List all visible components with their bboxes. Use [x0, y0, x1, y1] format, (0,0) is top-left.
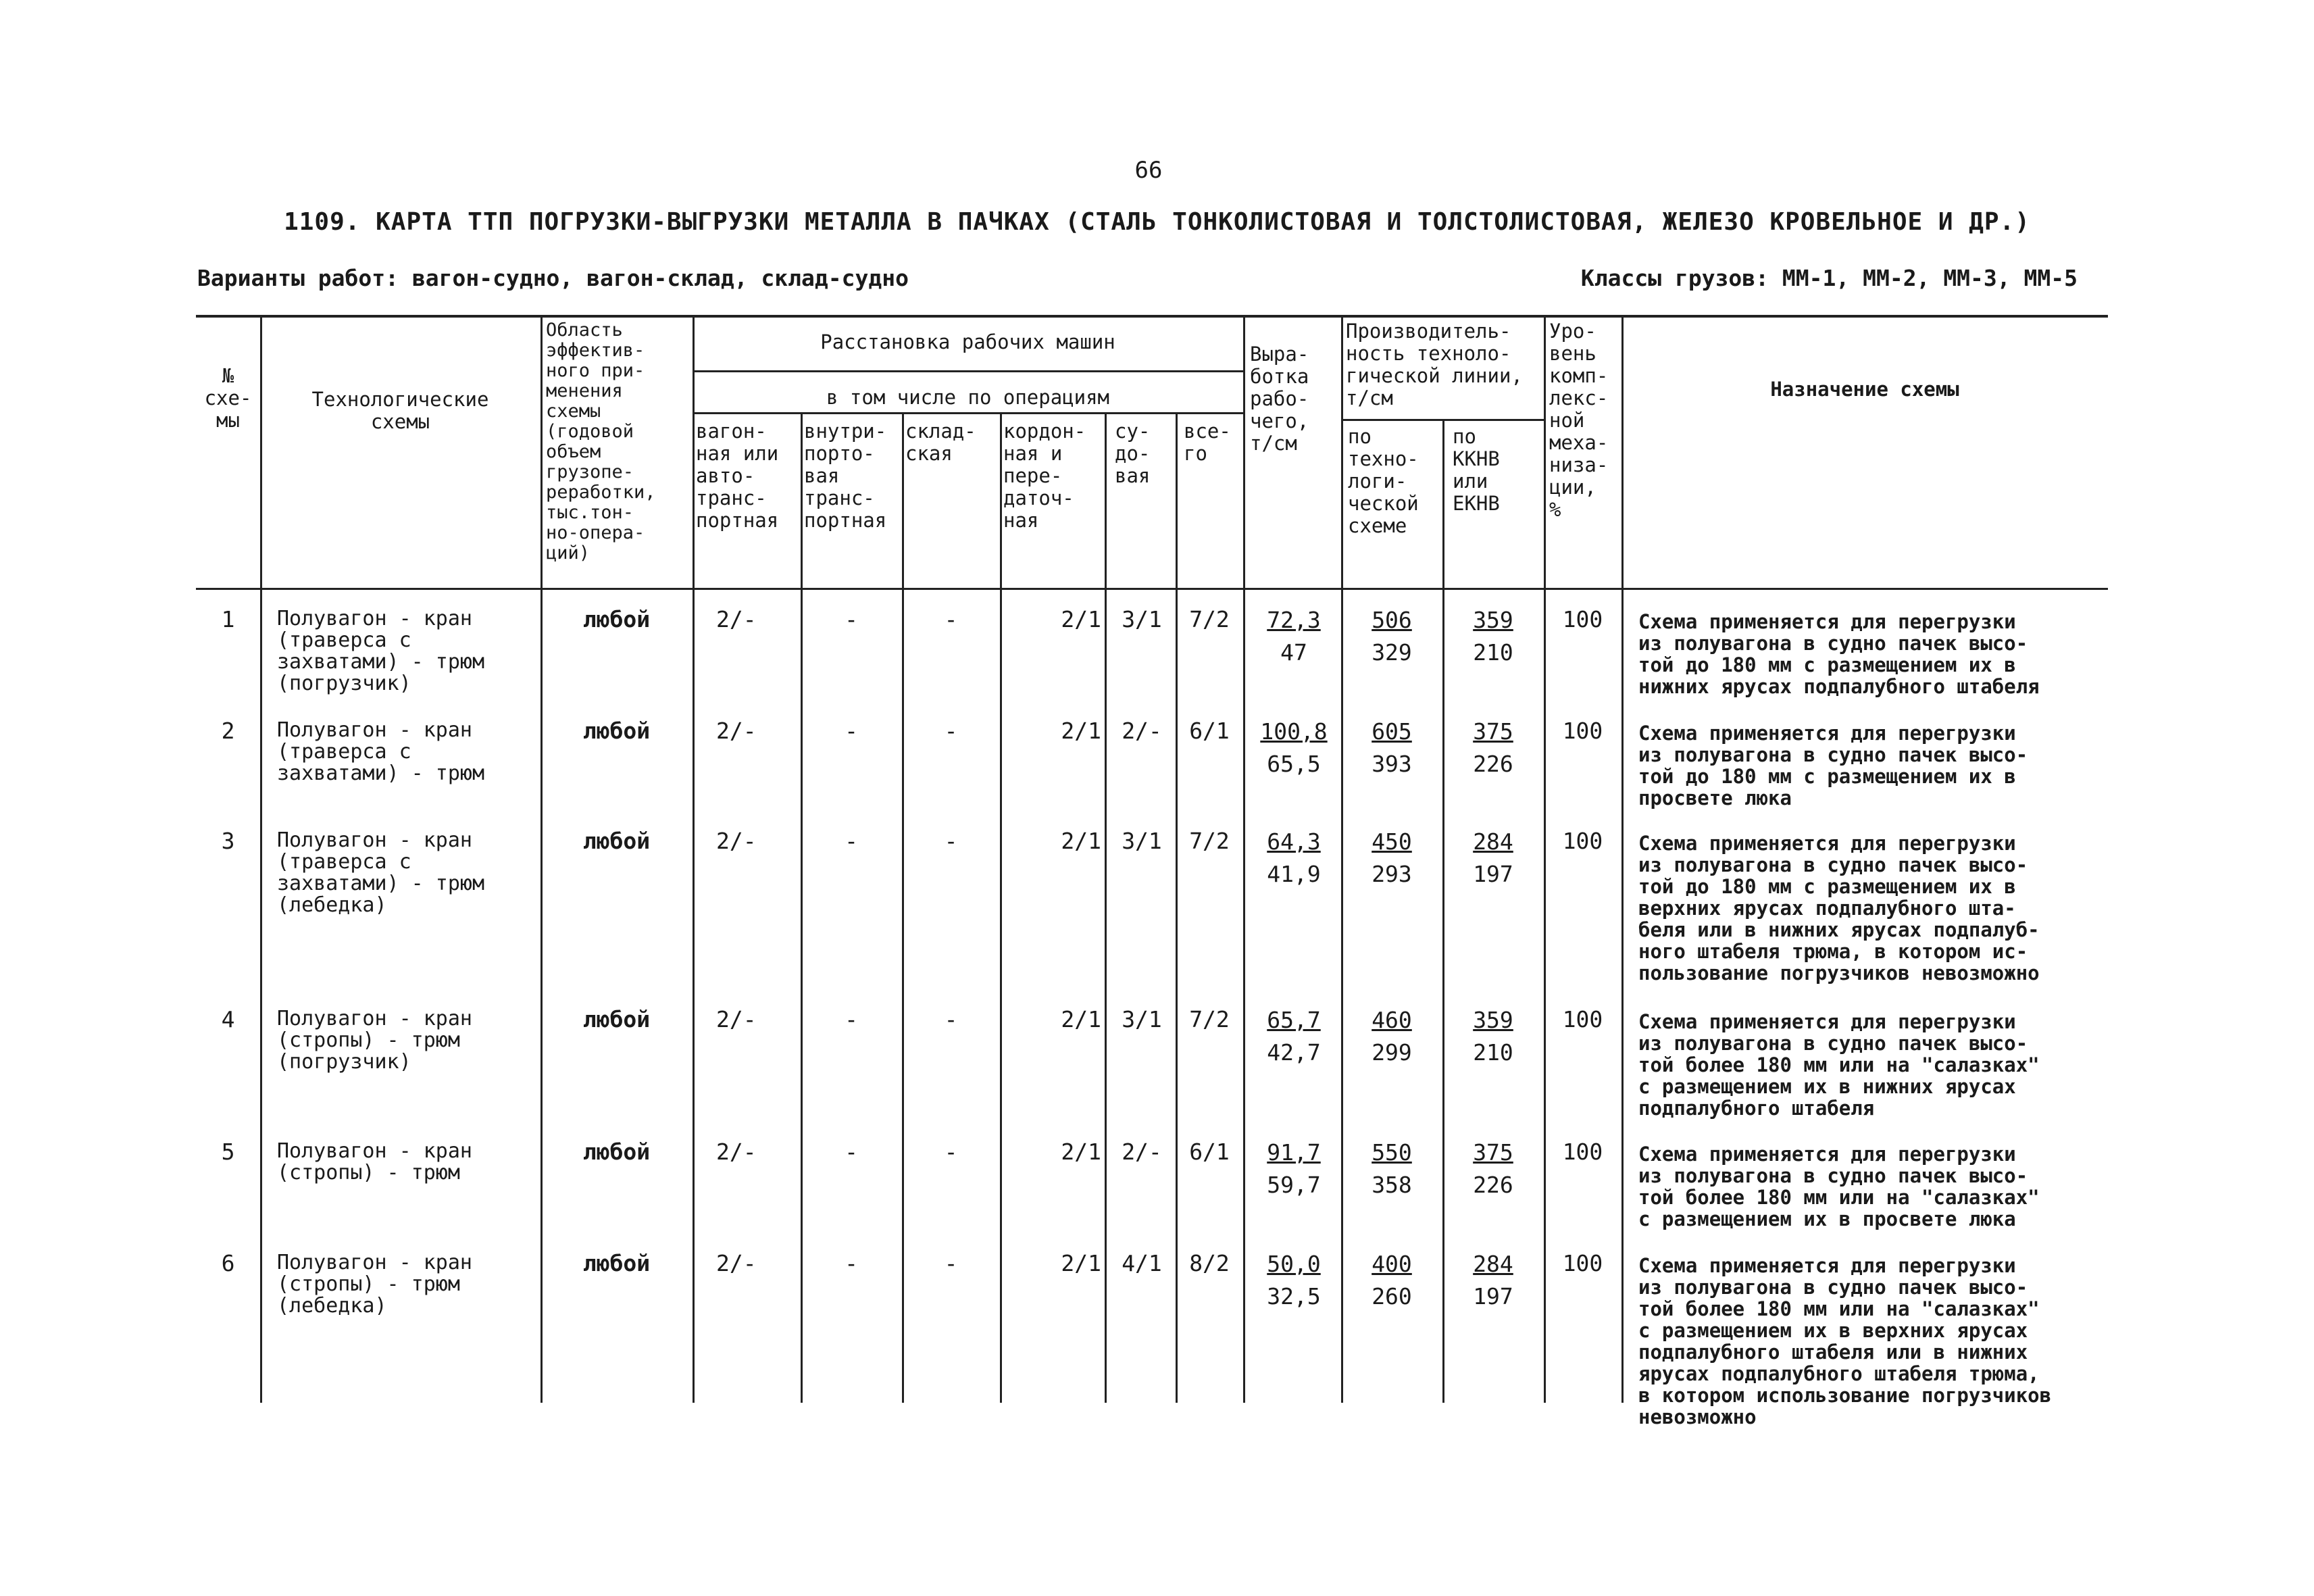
warehouse-operation-value: - — [944, 718, 958, 744]
scheme-productivity-denominator: 299 — [1372, 1039, 1412, 1066]
worker-output-fraction — [1257, 1248, 1331, 1313]
total-value: 6/1 — [1189, 1139, 1230, 1165]
application-area: любой — [582, 1006, 651, 1032]
worker-output-fraction — [1257, 1004, 1331, 1069]
scheme-number: 3 — [221, 828, 235, 854]
mechanization-level-value: 100 — [1562, 1139, 1603, 1165]
internal-operation-value: - — [845, 718, 858, 744]
header-line-productivity: Производитель- ность техноло- гической линии, т/см — [1346, 320, 1523, 409]
scheme-purpose-text: Схема применяется для перегрузки из полувагона в судно пачек высо- той более 180 мм или на "салазках" с размещением их в верхних ярусах подпалубного штабеля или в нижних ярусах подпалубного штабеля трюма, в котором использование погрузчиков невозможно — [1638, 1254, 2052, 1428]
operations-rule — [693, 412, 1243, 414]
ship-operation-value: 2/- — [1122, 718, 1162, 744]
cordon-operation-value: 2/1 — [1061, 718, 1101, 744]
header-productivity-by-scheme: по техно- логи- ческой схеме — [1348, 425, 1419, 537]
worker-output-denominator: 65,5 — [1267, 751, 1321, 777]
col-rule — [540, 315, 543, 1403]
header-internal-operation: внутри- порто- вая транс- портная — [804, 420, 887, 532]
cargo-classes: Классы грузов: ММ-1, ММ-2, ММ-3, ММ-5 — [1580, 265, 2078, 291]
warehouse-operation-value: - — [944, 828, 958, 854]
scheme-productivity-fraction — [1355, 826, 1429, 891]
internal-operation-value: - — [845, 1250, 858, 1276]
kknv-productivity-numerator: 284 — [1473, 828, 1513, 855]
kknv-productivity-fraction — [1456, 1004, 1530, 1069]
page-number: 66 — [1134, 157, 1163, 184]
col-rule — [1341, 315, 1343, 1403]
mechanization-level-value: 100 — [1562, 718, 1603, 744]
placement-rule — [693, 370, 1243, 372]
col-rule — [1105, 412, 1107, 1403]
scheme-productivity-denominator: 260 — [1372, 1283, 1412, 1310]
scheme-purpose-text: Схема применяется для перегрузки из полувагона в судно пачек высо- той до 180 мм с размещением их в нижних ярусах подпалубного штабеля — [1638, 610, 2040, 698]
mechanization-level-value: 100 — [1562, 828, 1603, 854]
header-scheme-purpose: Назначение схемы — [1770, 378, 1959, 401]
technological-scheme: Полувагон - кран (траверса с захватами) - трюм (лебедка) — [277, 828, 485, 917]
total-value: 7/2 — [1189, 1006, 1230, 1032]
col-rule — [1243, 315, 1245, 1403]
technological-scheme: Полувагон - кран (стропы) - трюм — [277, 1139, 472, 1184]
mechanization-level-value: 100 — [1562, 1250, 1603, 1276]
scheme-productivity-fraction — [1355, 1137, 1429, 1201]
kknv-productivity-denominator: 226 — [1473, 1172, 1513, 1198]
technological-scheme: Полувагон - кран (траверса с захватами) - трюм — [277, 718, 485, 785]
application-area: любой — [582, 718, 651, 744]
col-rule — [260, 315, 262, 1403]
worker-output-fraction — [1257, 826, 1331, 891]
scheme-productivity-fraction — [1355, 604, 1429, 669]
document-title: 1109. КАРТА ТТП ПОГРУЗКИ-ВЫГРУЗКИ МЕТАЛЛА В ПАЧКАХ (СТАЛЬ ТОНКОЛИСТОВАЯ И ТОЛСТОЛИСТОВАЯ, ЖЕЛЕЗО КРОВЕЛЬНОЕ И ДР.) — [284, 208, 2030, 236]
worker-output-fraction — [1257, 716, 1331, 780]
application-area: любой — [582, 1139, 651, 1165]
application-area: любой — [582, 828, 651, 854]
kknv-productivity-fraction — [1456, 1137, 1530, 1201]
total-value: 6/1 — [1189, 718, 1230, 744]
col-rule — [1544, 315, 1546, 1403]
scheme-productivity-fraction — [1355, 716, 1429, 780]
header-total: все- го — [1184, 420, 1231, 465]
worker-output-numerator: 91,7 — [1267, 1139, 1321, 1166]
scheme-productivity-denominator: 329 — [1372, 639, 1412, 666]
cordon-operation-value: 2/1 — [1061, 1250, 1101, 1276]
header-worker-output: Выра- ботка рабо- чего, т/см — [1250, 343, 1309, 455]
scheme-purpose-text: Схема применяется для перегрузки из полувагона в судно пачек высо- той более 180 мм или на "салазках" с размещением их в просвете люка — [1638, 1143, 2040, 1230]
kknv-productivity-denominator: 210 — [1473, 639, 1513, 666]
wagon-operation-value: 2/- — [716, 718, 757, 744]
kknv-productivity-fraction — [1456, 716, 1530, 780]
header-ship-operation: су- до- вая — [1115, 420, 1151, 487]
kknv-productivity-numerator: 359 — [1473, 1007, 1513, 1033]
ship-operation-value: 3/1 — [1122, 1006, 1162, 1032]
kknv-productivity-fraction — [1456, 604, 1530, 669]
internal-operation-value: - — [845, 1139, 858, 1165]
scheme-purpose-text: Схема применяется для перегрузки из полувагона в судно пачек высо- той более 180 мм или на "салазках" с размещением их в нижних ярусах подпалубного штабеля — [1638, 1010, 2040, 1120]
worker-output-numerator: 50,0 — [1267, 1251, 1321, 1277]
wagon-operation-value: 2/- — [716, 606, 757, 632]
scheme-productivity-denominator: 358 — [1372, 1172, 1412, 1198]
scheme-productivity-numerator: 400 — [1372, 1251, 1412, 1277]
kknv-productivity-numerator: 375 — [1473, 1139, 1513, 1166]
ship-operation-value: 2/- — [1122, 1139, 1162, 1165]
kknv-productivity-denominator: 210 — [1473, 1039, 1513, 1066]
work-variants: Варианты работ: вагон-судно, вагон-склад, склад-судно — [197, 265, 909, 291]
scheme-number: 4 — [221, 1006, 235, 1032]
header-application-area: Область эффектив- ного при- менения схемы (годовой объем грузопе- реработки, тыс.тон- но-опера- ций) — [546, 320, 656, 564]
technological-scheme: Полувагон - кран (траверса с захватами) - трюм (погрузчик) — [277, 607, 485, 695]
wagon-operation-value: 2/- — [716, 1250, 757, 1276]
scheme-productivity-numerator: 460 — [1372, 1007, 1412, 1033]
cordon-operation-value: 2/1 — [1061, 1006, 1101, 1032]
total-value: 7/2 — [1189, 606, 1230, 632]
scheme-productivity-numerator: 550 — [1372, 1139, 1412, 1166]
scheme-productivity-fraction — [1355, 1248, 1429, 1313]
internal-operation-value: - — [845, 1006, 858, 1032]
scheme-number: 2 — [221, 718, 235, 744]
kknv-productivity-fraction — [1456, 1248, 1530, 1313]
warehouse-operation-value: - — [944, 606, 958, 632]
mechanization-level-value: 100 — [1562, 606, 1603, 632]
technological-scheme: Полувагон - кран (стропы) - трюм (лебедка) — [277, 1251, 472, 1318]
col-rule — [1621, 315, 1624, 1403]
worker-output-denominator: 42,7 — [1267, 1039, 1321, 1066]
header-technological-schemes: Технологические схемы — [311, 388, 489, 433]
scheme-productivity-numerator: 506 — [1372, 607, 1412, 633]
scheme-productivity-numerator: 605 — [1372, 718, 1412, 745]
cordon-operation-value: 2/1 — [1061, 606, 1101, 632]
scheme-number: 5 — [221, 1139, 235, 1165]
wagon-operation-value: 2/- — [716, 828, 757, 854]
header-bottom-rule — [196, 588, 2108, 590]
worker-output-denominator: 59,7 — [1267, 1172, 1321, 1198]
internal-operation-value: - — [845, 828, 858, 854]
table-top-rule — [196, 315, 2108, 318]
cordon-operation-value: 2/1 — [1061, 1139, 1101, 1165]
header-machine-placement: Расстановка рабочих машин — [820, 330, 1115, 353]
kknv-productivity-numerator: 375 — [1473, 718, 1513, 745]
scheme-productivity-denominator: 393 — [1372, 751, 1412, 777]
kknv-productivity-fraction — [1456, 826, 1530, 891]
application-area: любой — [582, 1250, 651, 1276]
kknv-productivity-numerator: 284 — [1473, 1251, 1513, 1277]
ship-operation-value: 3/1 — [1122, 606, 1162, 632]
header-mechanization-level: Уро- вень комп- лекс- ной меха- низа- ции, % — [1549, 320, 1609, 521]
ship-operation-value: 4/1 — [1122, 1250, 1162, 1276]
header-scheme-number: № схе- мы — [204, 364, 252, 432]
cordon-operation-value: 2/1 — [1061, 828, 1101, 854]
col-rule — [693, 315, 695, 1403]
ship-operation-value: 3/1 — [1122, 828, 1162, 854]
worker-output-numerator: 72,3 — [1267, 607, 1321, 633]
header-productivity-by-kknv: по ККНВ или ЕКНВ — [1453, 425, 1500, 515]
kknv-productivity-numerator: 359 — [1473, 607, 1513, 633]
col-rule — [1442, 419, 1444, 1403]
application-area: любой — [582, 606, 651, 632]
mechanization-level-value: 100 — [1562, 1006, 1603, 1032]
header-wagon-operation: вагон- ная или авто- транс- портная — [696, 420, 779, 532]
internal-operation-value: - — [845, 606, 858, 632]
worker-output-numerator: 65,7 — [1267, 1007, 1321, 1033]
scheme-productivity-numerator: 450 — [1372, 828, 1412, 855]
scheme-productivity-denominator: 293 — [1372, 861, 1412, 887]
scheme-purpose-text: Схема применяется для перегрузки из полувагона в судно пачек высо- той до 180 мм с размещением их в просвете люка — [1638, 722, 2028, 809]
kknv-productivity-denominator: 197 — [1473, 1283, 1513, 1310]
technological-scheme: Полувагон - кран (стропы) - трюм (погрузчик) — [277, 1007, 472, 1074]
wagon-operation-value: 2/- — [716, 1006, 757, 1032]
worker-output-denominator: 41,9 — [1267, 861, 1321, 887]
warehouse-operation-value: - — [944, 1006, 958, 1032]
kknv-productivity-denominator: 197 — [1473, 861, 1513, 887]
scheme-purpose-text: Схема применяется для перегрузки из полувагона в судно пачек высо- той до 180 мм с размещением их в верхних ярусах подпалубного шта- беля или в нижних ярусах подпалуб- ного штабеля трюма, в котором ис- пользование погрузчиков невозможно — [1638, 832, 2040, 984]
scheme-number: 1 — [221, 606, 235, 632]
worker-output-numerator: 64,3 — [1267, 828, 1321, 855]
scheme-productivity-fraction — [1355, 1004, 1429, 1069]
worker-output-numerator: 100,8 — [1260, 718, 1328, 745]
wagon-operation-value: 2/- — [716, 1139, 757, 1165]
worker-output-fraction — [1257, 1137, 1331, 1201]
total-value: 8/2 — [1189, 1250, 1230, 1276]
kknv-productivity-denominator: 226 — [1473, 751, 1513, 777]
header-by-operations: в том числе по операциям — [826, 386, 1110, 409]
worker-output-fraction — [1257, 604, 1331, 669]
worker-output-denominator: 47 — [1280, 639, 1307, 666]
header-warehouse-operation: склад- ская — [905, 420, 976, 465]
scheme-number: 6 — [221, 1250, 235, 1276]
warehouse-operation-value: - — [944, 1139, 958, 1165]
worker-output-denominator: 32,5 — [1267, 1283, 1321, 1310]
warehouse-operation-value: - — [944, 1250, 958, 1276]
header-cordon-operation: кордон- ная и пере- даточ- ная — [1003, 420, 1086, 532]
total-value: 7/2 — [1189, 828, 1230, 854]
